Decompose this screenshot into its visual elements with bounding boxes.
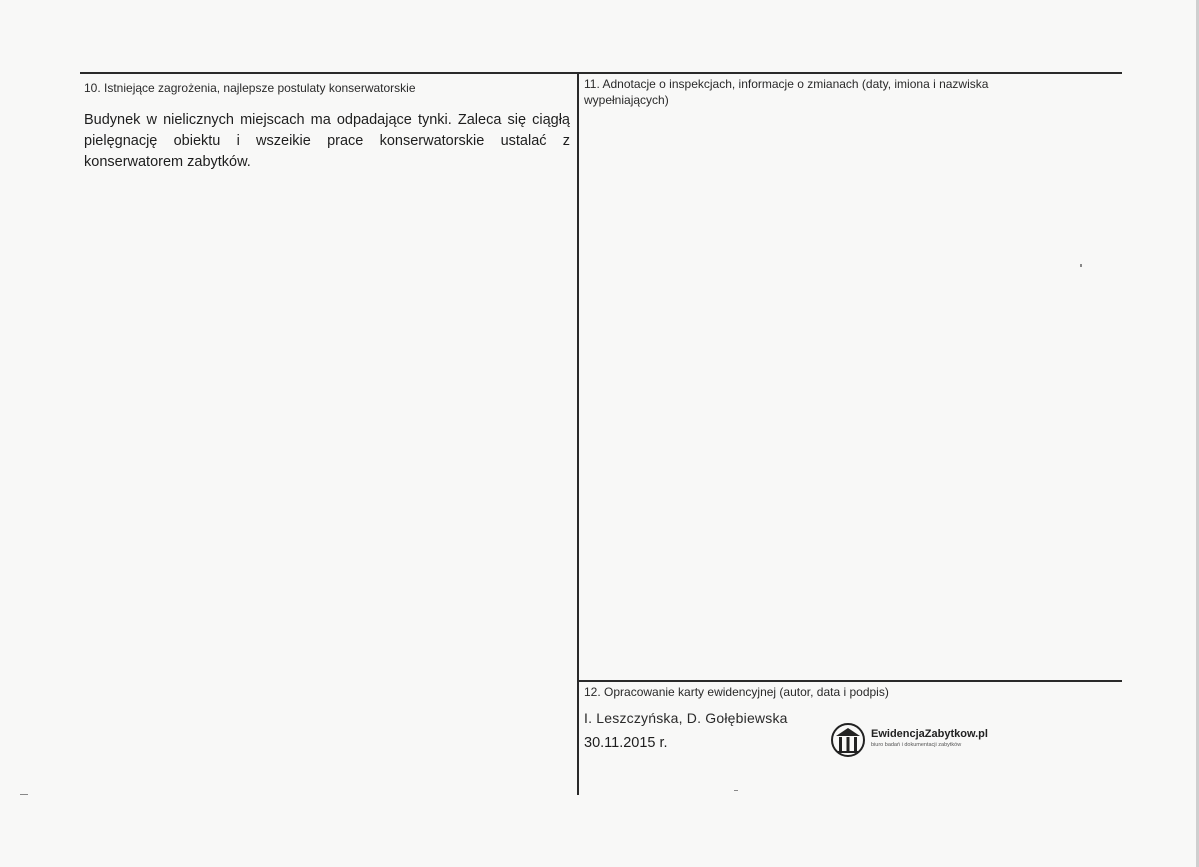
top-divider [80,72,1122,74]
card-date: 30.11.2015 r. [584,735,668,751]
card-authors: I. Leszczyńska, D. Gołębiewska [584,710,788,726]
logo-title: EwidencjaZabytkow.pl [871,728,988,740]
section-10-text: Budynek w nielicznych miejscach ma odpadające tynki. Zaleca się ciągłą pielęgnację obiektu i wszeikie prace konserwatorskie ustalać z konserwatorem zabytków. [84,112,570,170]
building-columns-logo-icon [830,722,866,758]
section-11-label: 11. Adnotacje o inspekcjach, informacje o zmianach (daty, imiona i nazwiska wypełniających) [584,77,989,107]
scan-speck [20,794,28,795]
section-12-label: 12. Opracowanie karty ewidencyjnej (autor, data i podpis) [584,685,889,699]
company-logo [830,722,1030,758]
section-12-divider [578,680,1122,682]
column-divider [577,73,579,795]
logo-subtitle: biuro badań i dokumentacji zabytków [871,742,962,748]
section-10-label: 10. Istniejące zagrożenia, najlepsze postulaty konserwatorskie [84,81,416,95]
scan-speck [734,790,738,791]
scan-speck [1080,264,1082,267]
